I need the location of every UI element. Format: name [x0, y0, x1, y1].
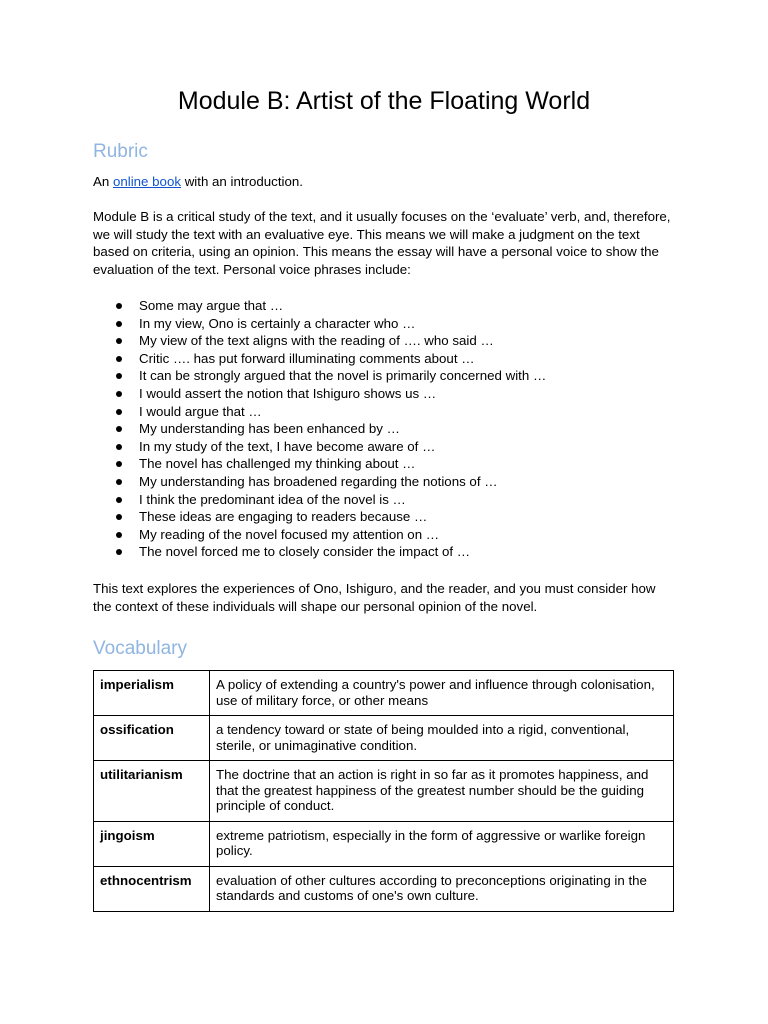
bullet-icon	[116, 497, 122, 503]
vocabulary-definition: evaluation of other cultures according to preconceptions originating in the standards and customs of one's own culture.	[210, 866, 674, 911]
bullet-icon	[116, 338, 122, 344]
intro-prefix: An	[93, 174, 113, 189]
vocabulary-definition: A policy of extending a country's power and influence through colonisation, use of military force, or other means	[210, 671, 674, 716]
vocabulary-term: imperialism	[94, 671, 210, 716]
phrase-list-item	[93, 332, 546, 350]
bullet-icon	[116, 391, 122, 397]
vocabulary-term: ethnocentrism	[94, 866, 210, 911]
phrase-list-item	[93, 350, 546, 368]
bullet-icon	[116, 303, 122, 309]
phrase-list-item	[93, 438, 546, 456]
phrase-text: My reading of the novel focused my attention on …	[139, 526, 440, 542]
bullet-icon	[116, 373, 122, 379]
phrase-list-item	[93, 508, 546, 526]
vocabulary-row	[94, 716, 674, 761]
vocabulary-row	[94, 761, 674, 822]
phrase-text: My view of the text aligns with the reading of …. who said …	[139, 333, 494, 349]
phrase-text: Some may argue that …	[139, 298, 284, 313]
vocabulary-term: ossification	[94, 716, 210, 761]
phrase-text: I would argue that …	[139, 403, 262, 419]
vocabulary-row	[94, 821, 674, 866]
vocabulary-definition: extreme patriotism, especially in the form of aggressive or warlike foreign policy.	[210, 821, 674, 866]
phrase-list-item	[93, 403, 546, 421]
online-book-link[interactable]: online book	[112, 174, 181, 189]
phrase-list-item	[93, 315, 546, 333]
phrase-list-item	[93, 385, 546, 403]
phrase-text: I think the predominant idea of the novel is …	[139, 491, 406, 507]
closing-paragraph: This text explores the experiences of Ono, Ishiguro, and the reader, and you must consider how the context of these individuals will shape our personal opinion of the novel.	[93, 581, 656, 614]
vocabulary-term: jingoism	[94, 821, 210, 866]
phrase-text: Critic …. has put forward illuminating comments about …	[139, 350, 475, 366]
phrase-text: In my study of the text, I have become aware of …	[139, 438, 436, 454]
vocabulary-row	[94, 866, 674, 911]
phrase-text: These ideas are engaging to readers because …	[139, 509, 428, 525]
intro-suffix: with an introduction.	[181, 174, 303, 189]
phrase-list-item	[93, 491, 546, 509]
phrase-text: I would assert the notion that Ishiguro shows us …	[139, 385, 437, 401]
phrase-text: The novel forced me to closely consider the impact of …	[139, 544, 471, 560]
phrase-text: In my view, Ono is certainly a character who …	[139, 315, 416, 331]
vocabulary-definition: a tendency toward or state of being moulded into a rigid, conventional, sterile, or unimaginative condition.	[210, 716, 674, 761]
bullet-icon	[116, 426, 122, 432]
personal-voice-phrase-list	[93, 297, 546, 561]
bullet-icon	[116, 409, 122, 415]
vocabulary-row	[94, 671, 674, 716]
vocabulary-table	[93, 670, 674, 912]
bullet-icon	[116, 549, 122, 555]
phrase-text: The novel has challenged my thinking about …	[139, 456, 416, 472]
phrase-text: It can be strongly argued that the novel is primarily concerned with …	[139, 368, 547, 384]
vocabulary-heading: Vocabulary	[93, 638, 188, 659]
phrase-list-item	[93, 455, 546, 473]
document-title: Module B: Artist of the Floating World	[177, 87, 591, 115]
bullet-icon	[116, 514, 122, 520]
rubric-intro	[93, 173, 675, 191]
bullet-icon	[116, 444, 122, 450]
phrase-list-item	[93, 367, 546, 385]
phrase-list-item	[93, 420, 546, 438]
bullet-icon	[116, 356, 122, 362]
vocabulary-definition: The doctrine that an action is right in so far as it promotes happiness, and that the greatest happiness of the greatest number should be the guiding principle of conduct.	[210, 761, 674, 822]
phrase-text: My understanding has been enhanced by …	[139, 421, 400, 437]
bullet-icon	[116, 461, 122, 467]
bullet-icon	[116, 321, 122, 327]
bullet-icon	[116, 479, 122, 485]
phrase-list-item	[93, 526, 546, 544]
phrase-list-item	[93, 543, 546, 561]
phrase-text: My understanding has broadened regarding the notions of …	[139, 473, 498, 489]
rubric-paragraph: Module B is a critical study of the text, and it usually focuses on the ‘evaluate’ verb, and, therefore, we will study the text with an evaluative eye. This means we will make a judgment on the text based on criteria, using an opinion. This means the essay will have a personal voice to show the evaluation of the text. Personal voice phrases include:	[93, 209, 671, 277]
phrase-list-item	[93, 297, 546, 315]
rubric-heading: Rubric	[93, 141, 148, 162]
vocabulary-term: utilitarianism	[94, 761, 210, 822]
bullet-icon	[116, 532, 122, 538]
phrase-list-item	[93, 473, 546, 491]
